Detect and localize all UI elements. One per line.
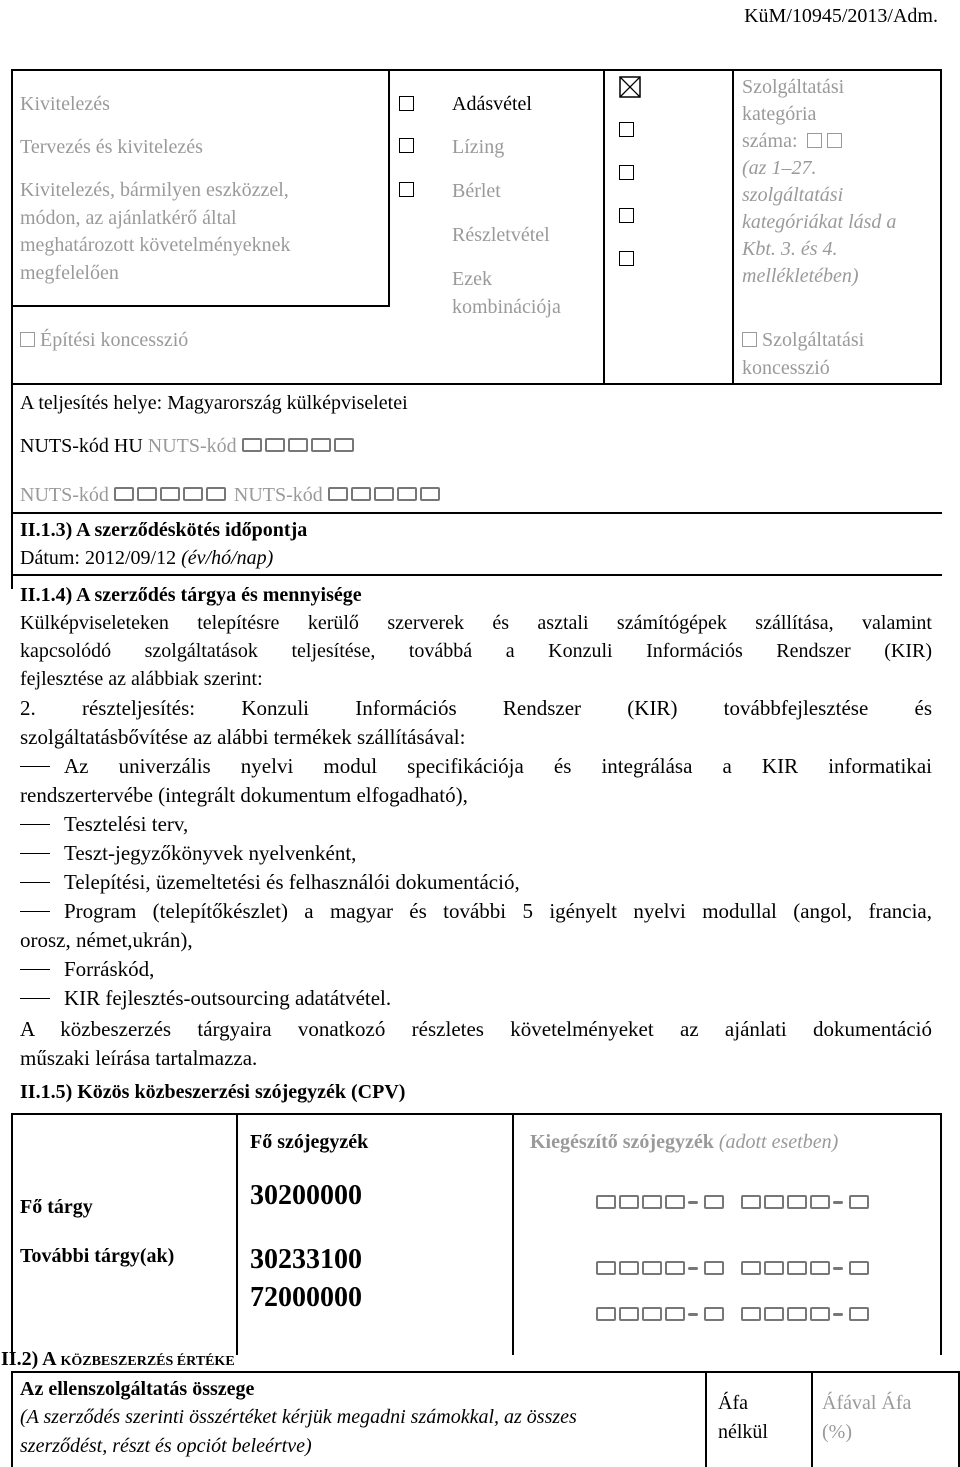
cpv-header-supplementary: Kiegészítő szójegyzék (adott esetben) (530, 1131, 839, 1153)
supply-col-divider (603, 69, 605, 384)
option-kivitelezes: Kivitelezés (20, 93, 110, 115)
option-barmilyen: Kivitelezés, bármilyen eszközzel, módon, az ajánlatkérő által meghatározott követelményeknek megfelelően (20, 179, 291, 284)
table-top-border (11, 69, 942, 71)
list-item: Program (telepítőkészlet) a magyar és további 5 igényelt nyelvi modullal (angol, francia, orosz, német,ukrán), (20, 899, 932, 952)
checkbox-kivitelezes[interactable] (399, 96, 414, 111)
checkbox-berlet[interactable] (619, 165, 634, 180)
option-szolgaltatasi-koncesszio: Szolgáltatási koncesszió (742, 329, 865, 379)
closing-note: A közbeszerzés tárgyaira vonatkozó részletes követelményeket az ajánlati dokumentáció műszaki leírása tartalmazza. (20, 1017, 932, 1070)
category-digit-box-2[interactable] (827, 133, 842, 148)
document-reference: KüM/10945/2013/Adm. (744, 5, 938, 27)
category-digit-box-1[interactable] (807, 133, 822, 148)
cpv-left-border (11, 1113, 13, 1355)
nuts-row-1: NUTS-kód HU NUTS-kód (20, 432, 357, 460)
checkbox-lizing[interactable] (619, 122, 634, 137)
work-col-divider (388, 69, 390, 307)
list-item: Telepítési, üzemeltetési és felhasználói dokumentáció, (20, 868, 932, 897)
section-heading-115: II.1.5) Közös közbeszerzési szójegyzék (CPV) (20, 1081, 406, 1103)
deliverables-list (20, 752, 932, 1013)
value-col-divider-1 (705, 1371, 707, 1467)
list-item: Forráskód, (20, 955, 932, 984)
cpv-top-border (11, 1113, 942, 1115)
checked-x-icon (619, 76, 641, 98)
service-category: Szolgáltatási kategória száma: (az 1–27. szolgáltatási kategóriákat lásd a Kbt. 3. és 4. mellékletében) (742, 76, 897, 287)
list-item: Tesztelési terv, (20, 810, 932, 839)
cpv-col-divider-1 (236, 1113, 238, 1355)
cpv-right-border (940, 1113, 942, 1355)
value-with-vat: Áfával Áfa (%) (822, 1392, 912, 1443)
option-kombinacio: Ezek kombinációja (452, 268, 561, 318)
section-heading-12: II.2) A KÖZBESZERZÉS ÉRTÉKE (1, 1348, 235, 1370)
checkbox-epitesi-koncesszio[interactable] (20, 332, 35, 347)
cpv-header-main: Fő szójegyzék (250, 1131, 369, 1153)
option-tervezes: Tervezés és kivitelezés (20, 136, 203, 158)
value-right-border (958, 1371, 960, 1467)
place-bottom-border (11, 512, 942, 514)
nuts-code-boxes-1[interactable] (242, 435, 357, 457)
place-of-performance: A teljesítés helye: Magyarország külképviseletei (20, 392, 408, 414)
date-bottom-border (11, 574, 942, 576)
service-col-divider (732, 69, 734, 384)
value-title: Az ellenszolgáltatás összege (20, 1378, 255, 1400)
nuts-code-boxes-3[interactable] (328, 484, 443, 506)
option-lizing: Lízing (452, 136, 505, 158)
value-top-border (11, 1371, 959, 1373)
cpv-supp-boxes-add-2[interactable] (596, 1307, 872, 1326)
option-epitesi-koncesszio[interactable]: Építési koncesszió (20, 326, 188, 354)
checkbox-tervezes[interactable] (399, 138, 414, 153)
option-reszletvetel: Részletvétel (452, 224, 550, 246)
list-item: Teszt-jegyzőkönyvek nyelvenként, (20, 839, 932, 868)
list-item: KIR fejlesztés-outsourcing adatátvétel. (20, 984, 932, 1013)
section-heading-114: II.1.4) A szerződés tárgya és mennyisége (20, 584, 362, 606)
table-right-border (940, 69, 942, 384)
option-adasvetel: Adásvétel (452, 93, 532, 115)
checkbox-reszletvetel[interactable] (619, 208, 634, 223)
cpv-supp-boxes-add-1[interactable] (596, 1261, 872, 1280)
value-col-divider-2 (811, 1371, 813, 1467)
contract-date: Dátum: 2012/09/12 (év/hó/nap) (20, 547, 274, 569)
cpv-col-divider-2 (512, 1113, 514, 1355)
section-heading-113: II.1.3) A szerződéskötés időpontja (20, 519, 308, 541)
checkbox-adasvetel-checked[interactable] (619, 76, 641, 98)
cpv-main-code: 30200000 (250, 1180, 362, 1211)
work-separator (11, 305, 388, 307)
partial-performance-2: 2. részteljesítés: Konzuli Információs Rendszer (KIR) továbbfejlesztése és szolgáltatásbővítése az alábbi termékek szállításával: (20, 696, 932, 749)
value-note: (A szerződés szerinti összértéket kérjük megadni számokkal, az összes szerződést, részt és opciót beleértve) (20, 1406, 577, 1457)
cpv-supp-boxes-main[interactable] (596, 1195, 872, 1214)
cpv-row-main-label: Fő tárgy (20, 1196, 93, 1218)
nuts-row-2: NUTS-kód NUTS-kód (20, 481, 443, 509)
row-separator (11, 383, 942, 385)
value-left-border (11, 1371, 13, 1467)
list-item: Az univerzális nyelvi modul specifikációja és integrálása a KIR informatikai rendszertervébe (integrált dokumentum elfogadható), (20, 754, 932, 807)
value-without-vat: Áfa nélkül (718, 1392, 768, 1443)
checkbox-szolgaltatasi-koncesszio[interactable] (742, 332, 757, 347)
checkbox-barmilyen[interactable] (399, 182, 414, 197)
subject-intro: Külképviseleteken telepítésre kerülő szerverek és asztali számítógépek szállítása, valamint kapcsolódó szolgáltatások teljesítése, továbbá a Konzuli Információs Rendszer (KIR) fejlesztése az alábbiak szerint: (20, 612, 932, 690)
cpv-row-additional-label: További tárgy(ak) (20, 1245, 175, 1267)
checkbox-kombinacio[interactable] (619, 251, 634, 266)
cpv-additional-codes: 30233100 72000000 (250, 1244, 362, 1313)
table-left-border (11, 69, 13, 589)
nuts-code-boxes-2[interactable] (114, 484, 229, 506)
option-berlet: Bérlet (452, 180, 501, 202)
